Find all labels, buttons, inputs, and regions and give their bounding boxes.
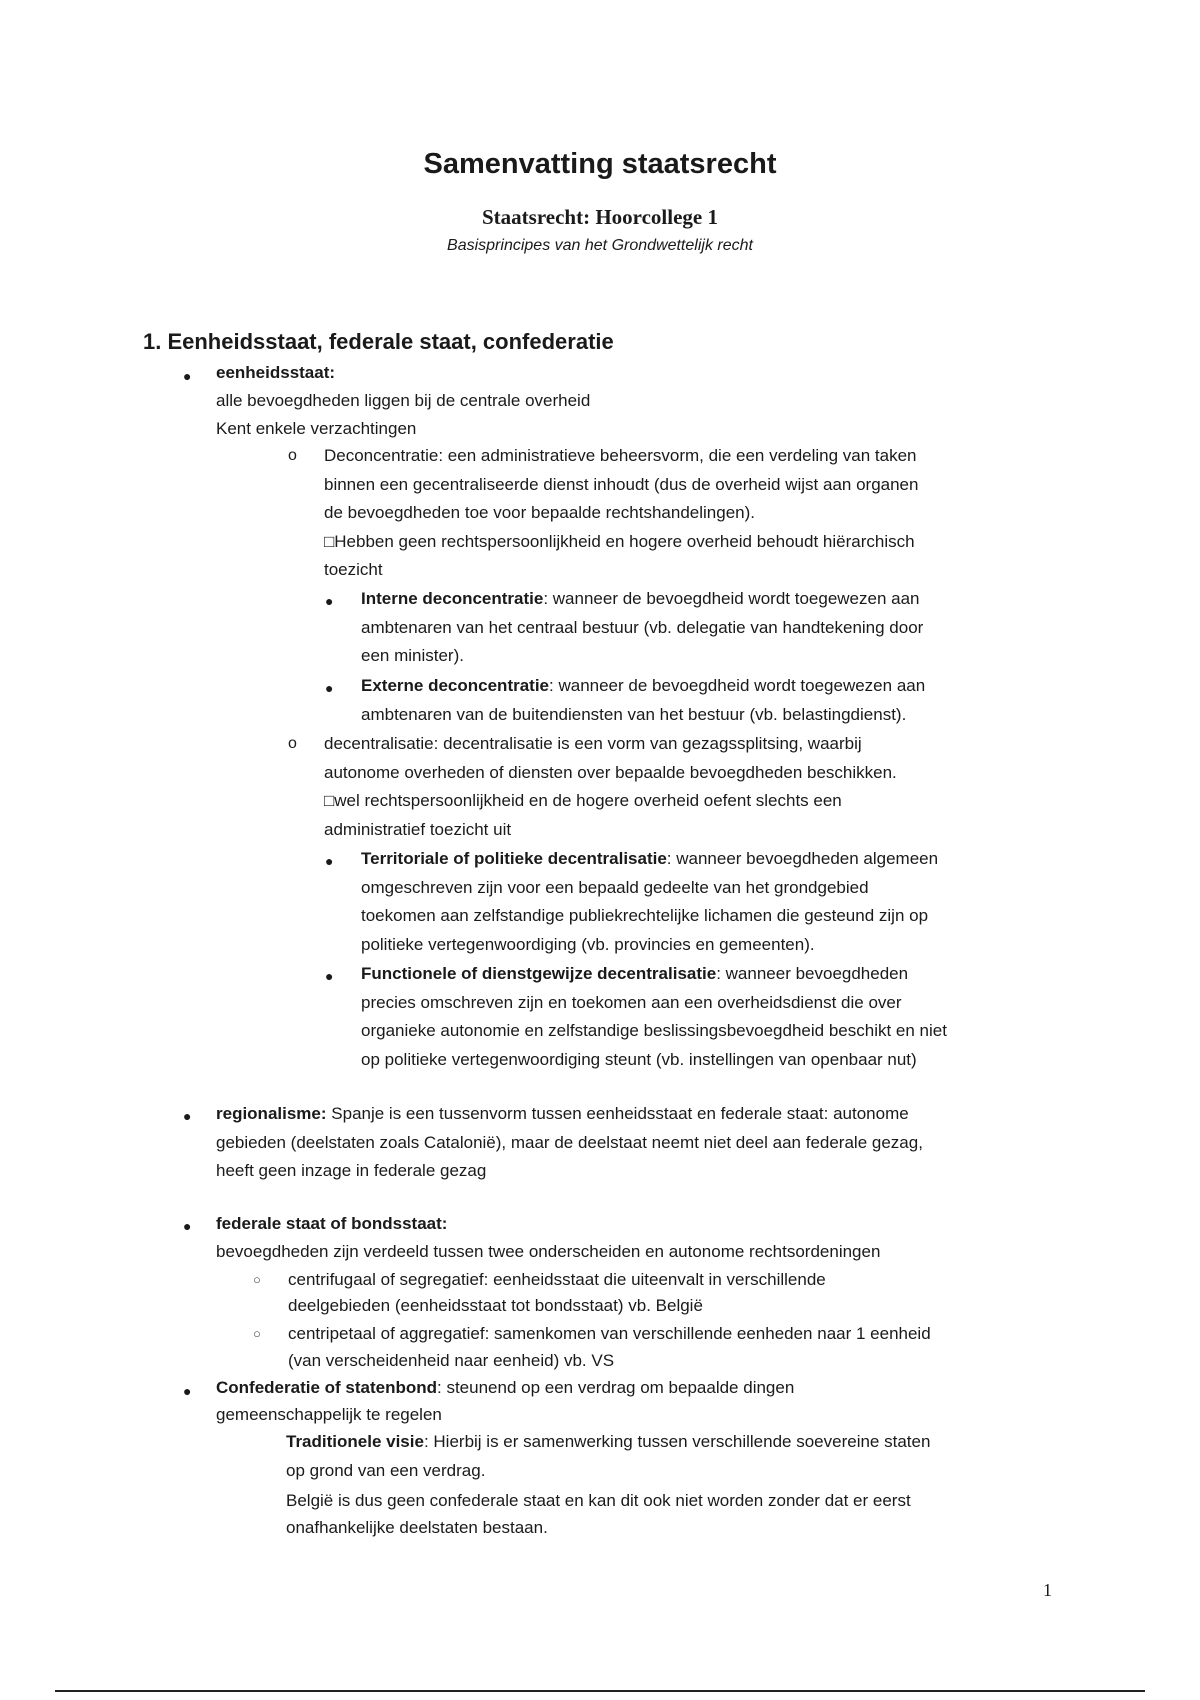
confederatie-line: gemeenschappelijk te regelen	[216, 1405, 442, 1424]
territoriale-decentralisatie	[361, 849, 938, 869]
bullet-icon: ●	[183, 1108, 192, 1124]
term-label: Functionele of dienstgewijze decentralisatie	[361, 964, 717, 983]
decentralisatie-line: □wel rechtspersoonlijkheid en de hogere overheid oefent slechts een	[324, 791, 842, 810]
centripetaal-line: (van verscheidenheid naar eenheid) vb. VS	[288, 1351, 615, 1370]
bullet-icon: ●	[183, 1218, 192, 1234]
centrifugaal-line: deelgebieden (eenheidsstaat tot bondsstaat) vb. België	[288, 1296, 703, 1315]
functionele-line: organieke autonomie en zelfstandige beslissingsbevoegdheid beschikt en niet	[361, 1021, 947, 1040]
deconcentratie-line: de bevoegdheden toe voor bepaalde rechtshandelingen).	[324, 503, 756, 522]
eenheidsstaat-label: eenheidsstaat:	[216, 363, 336, 382]
lecture-subtitle: Staatsrecht: Hoorcollege 1	[482, 205, 718, 229]
eenheidsstaat-line: Kent enkele verzachtingen	[216, 419, 417, 438]
regionalisme	[216, 1104, 909, 1124]
term-text: : steunend op een verdrag om bepaalde dingen	[437, 1378, 795, 1397]
term-label: Interne deconcentratie	[361, 589, 544, 608]
bullet-icon: ●	[325, 968, 334, 984]
functionele-line: op politieke vertegenwoordiging steunt (vb. instellingen van openbaar nut)	[361, 1050, 917, 1069]
traditionele-line: onafhankelijke deelstaten bestaan.	[286, 1518, 548, 1537]
term-label: Territoriale of politieke decentralisatie	[361, 849, 667, 868]
page-number: 1	[1043, 1580, 1052, 1600]
centrifugaal-line: centrifugaal of segregatief: eenheidsstaat die uiteenvalt in verschillende	[288, 1270, 826, 1289]
term-text: : wanneer bevoegdheden algemeen	[666, 849, 939, 868]
traditionele-line: België is dus geen confederale staat en kan dit ook niet worden zonder dat er eerst	[286, 1491, 911, 1510]
term-text: Spanje is een tussenvorm tussen eenheidsstaat en federale staat: autonome	[326, 1104, 909, 1123]
regionalisme-line: gebieden (deelstaten zoals Catalonië), maar de deelstaat neemt niet deel aan federale gezag,	[216, 1133, 923, 1152]
term-text: : wanneer de bevoegdheid wordt toegewezen aan	[543, 589, 920, 608]
decentralisatie-line: decentralisatie: decentralisatie is een vorm van gezagssplitsing, waarbij	[324, 734, 862, 753]
bullet-icon: ●	[183, 368, 192, 384]
deconcentratie-line: Deconcentratie: een administratieve beheersvorm, die een verdeling van taken	[324, 446, 917, 465]
territoriale-line: politieke vertegenwoordiging (vb. provincies en gemeenten).	[361, 935, 815, 954]
interne-deconcentratie-line: ambtenaren van het centraal bestuur (vb. delegatie van handtekening door	[361, 618, 924, 637]
sub-bullet-icon: o	[288, 735, 297, 752]
sub-bullet-icon: ○	[253, 1272, 261, 1287]
regionalisme-line: heeft geen inzage in federale gezag	[216, 1161, 487, 1180]
term-label: Externe deconcentratie	[361, 676, 550, 695]
decentralisatie-line: autonome overheden of diensten over bepaalde bevoegdheden beschikken.	[324, 763, 897, 782]
bullet-icon: ●	[325, 853, 334, 869]
document-title: Samenvatting staatsrecht	[423, 148, 777, 180]
decentralisatie-line: administratief toezicht uit	[324, 820, 512, 839]
interne-deconcentratie	[361, 589, 920, 609]
functionele-decentralisatie	[361, 964, 908, 984]
section-heading: 1. Eenheidsstaat, federale staat, confederatie	[143, 329, 614, 354]
bullet-icon: ●	[183, 1383, 192, 1399]
footer-divider	[55, 1690, 1145, 1692]
deconcentratie-line: □Hebben geen rechtspersoonlijkheid en hogere overheid behoudt hiërarchisch	[324, 532, 915, 551]
traditionele-line: op grond van een verdrag.	[286, 1461, 486, 1480]
eenheidsstaat-line: alle bevoegdheden liggen bij de centrale overheid	[216, 391, 591, 410]
functionele-line: precies omschreven zijn en toekomen aan een overheidsdienst die over	[361, 993, 902, 1012]
federale-label: federale staat of bondsstaat:	[216, 1214, 448, 1233]
territoriale-line: omgeschreven zijn voor een bepaald gedeelte van het grondgebied	[361, 878, 869, 897]
territoriale-line: toekomen aan zelfstandige publiekrechtelijke lichamen die gesteund zijn op	[361, 906, 929, 925]
term-label: Confederatie of statenbond	[216, 1378, 438, 1397]
deconcentratie-line: binnen een gecentraliseerde dienst inhoudt (dus de overheid wijst aan organen	[324, 475, 919, 494]
lecture-tagline: Basisprincipes van het Grondwettelijk recht	[447, 237, 753, 254]
term-text: : wanneer de bevoegdheid wordt toegewezen aan	[549, 676, 926, 695]
term-label: Traditionele visie	[286, 1432, 424, 1451]
sub-bullet-icon: o	[288, 447, 297, 464]
bullet-icon: ●	[325, 680, 334, 696]
term-label: regionalisme:	[216, 1104, 327, 1123]
deconcentratie-line: toezicht	[324, 560, 383, 579]
centripetaal-line: centripetaal of aggregatief: samenkomen van verschillende eenheden naar 1 eenheid	[288, 1324, 931, 1343]
confederatie	[216, 1378, 794, 1398]
externe-deconcentratie	[361, 676, 925, 696]
sub-bullet-icon: ○	[253, 1326, 261, 1341]
term-text: : wanneer bevoegdheden	[716, 964, 909, 983]
bullet-icon: ●	[325, 593, 334, 609]
term-text: : Hierbij is er samenwerking tussen verschillende soevereine staten	[423, 1432, 931, 1451]
federale-line: bevoegdheden zijn verdeeld tussen twee onderscheiden en autonome rechtsordeningen	[216, 1242, 881, 1261]
traditionele-visie	[286, 1432, 930, 1452]
externe-deconcentratie-line: ambtenaren van de buitendiensten van het bestuur (vb. belastingdienst).	[361, 705, 907, 724]
interne-deconcentratie-line: een minister).	[361, 646, 464, 665]
